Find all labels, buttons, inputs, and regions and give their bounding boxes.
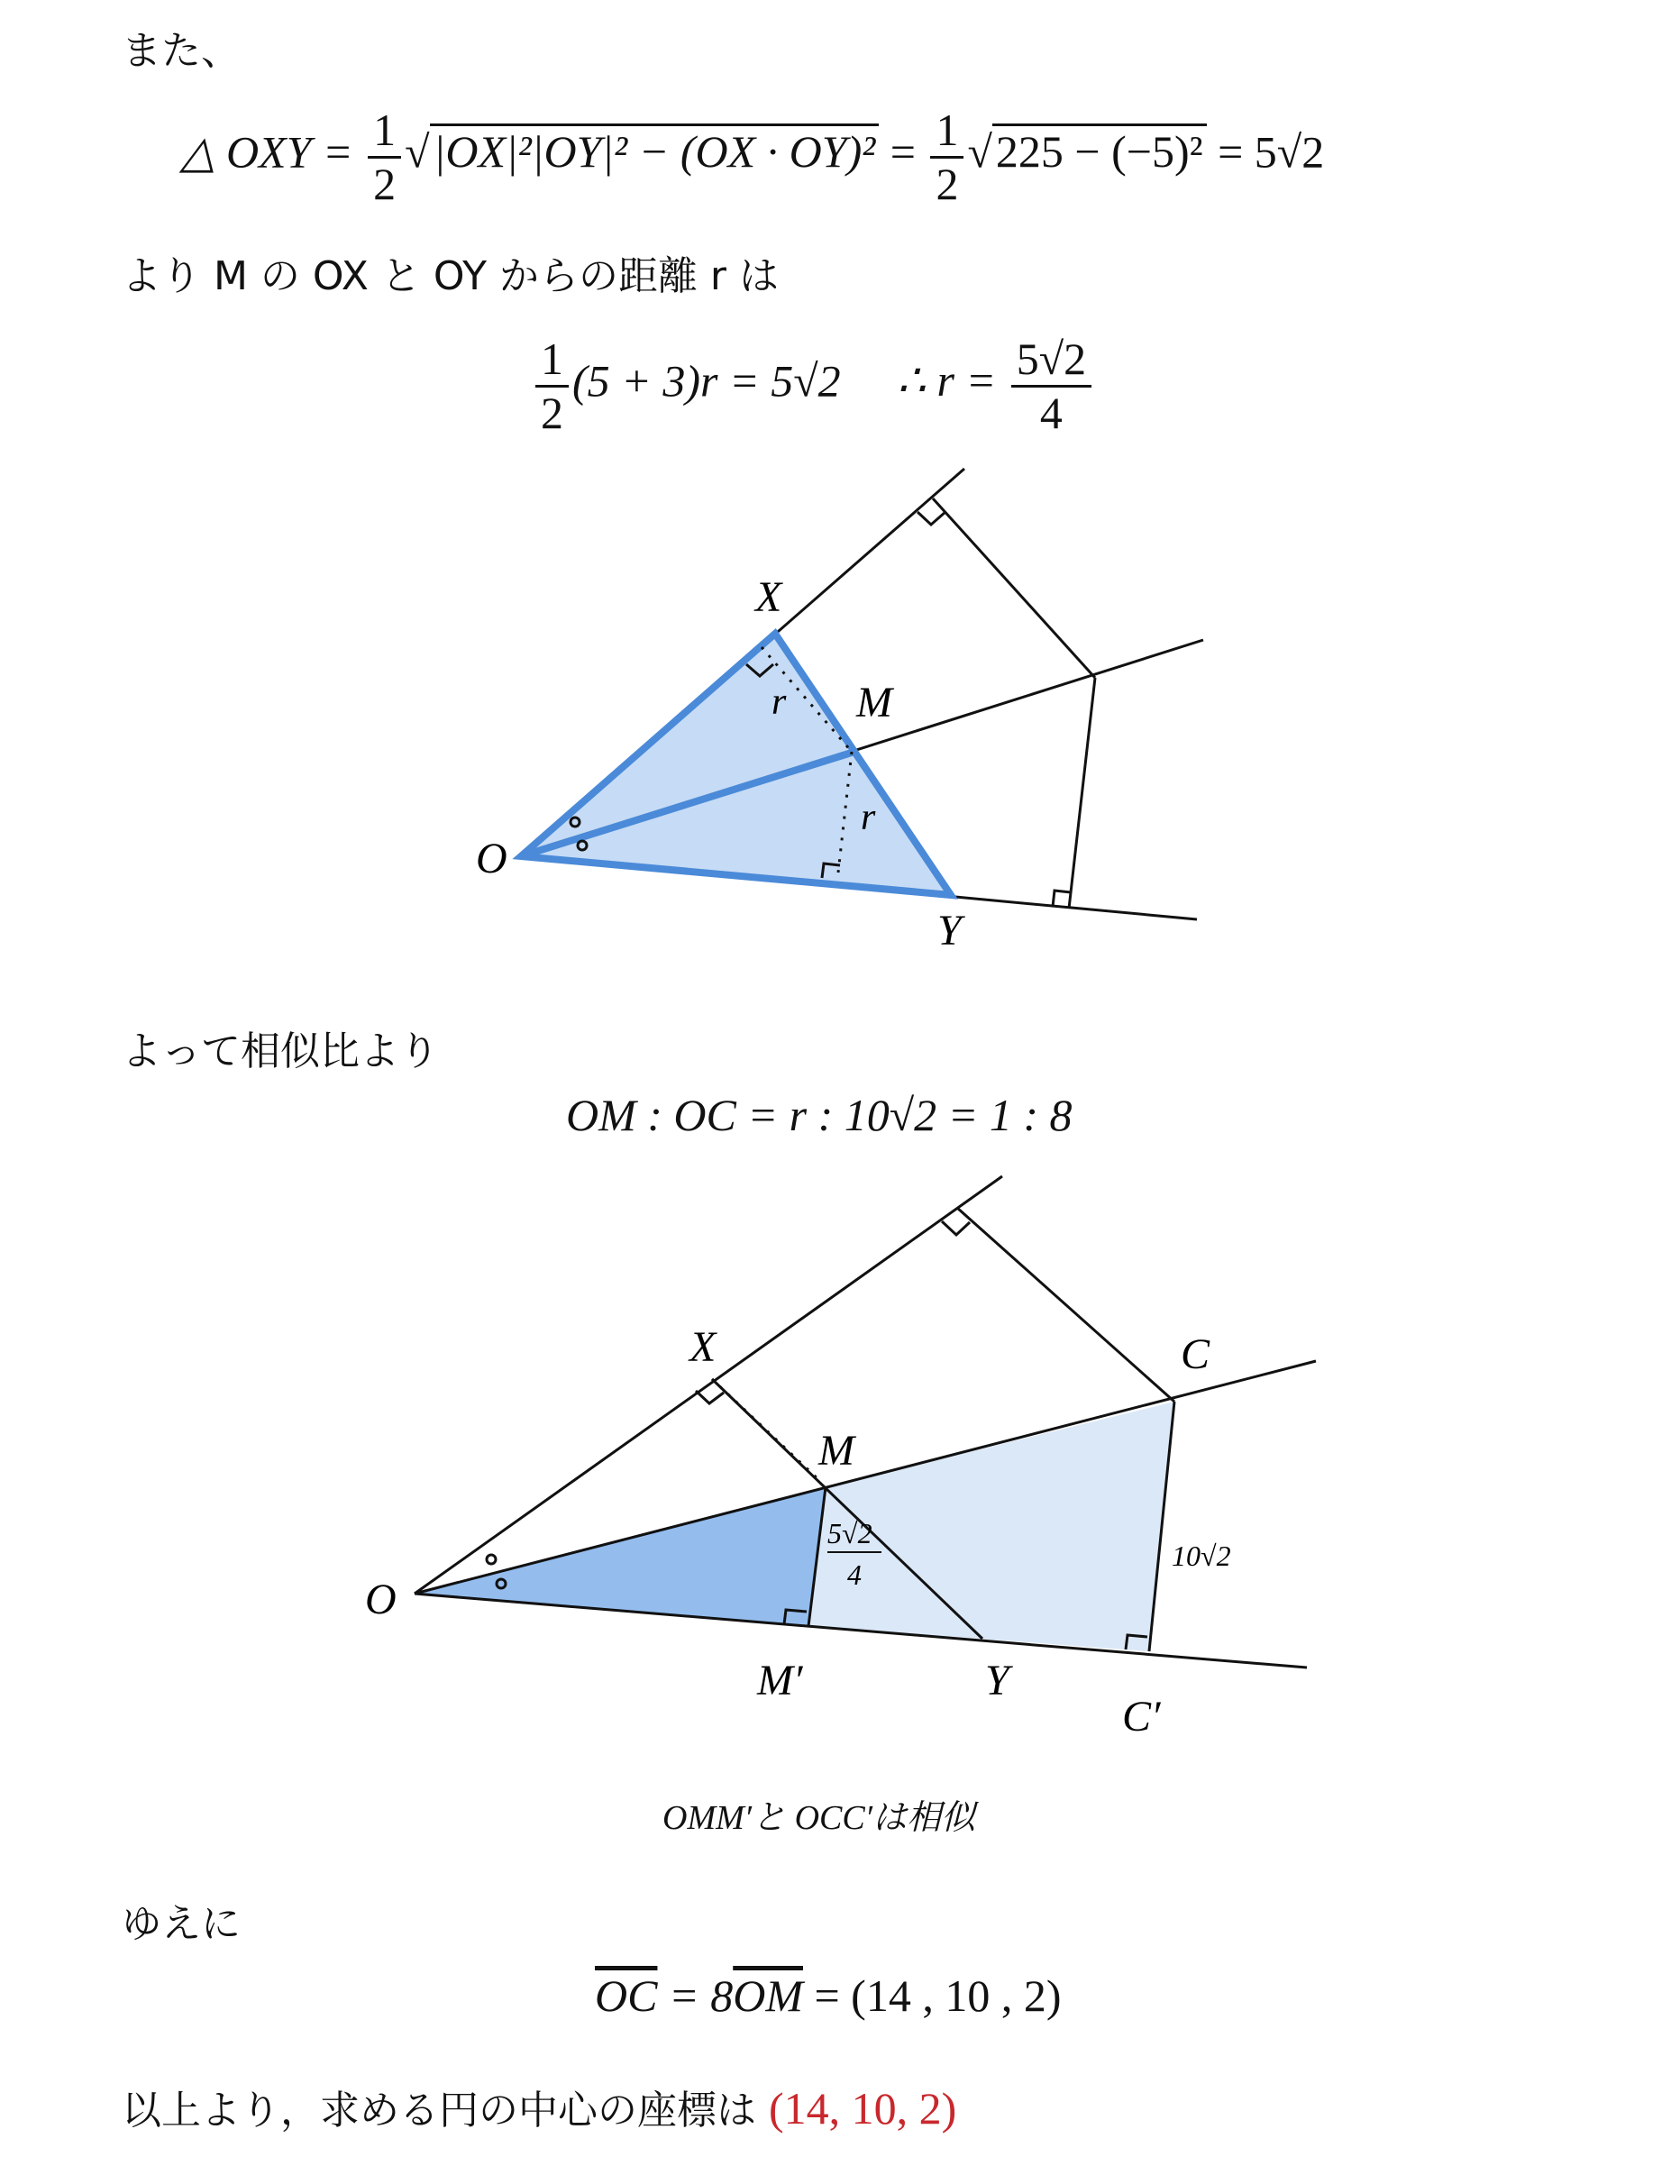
right-angle2-x bbox=[696, 1391, 724, 1403]
r-therefore: ∴ r = bbox=[897, 355, 997, 407]
area-mid: = bbox=[890, 126, 916, 178]
vec-rhs: = (14 , 10 , 2) bbox=[814, 1970, 1062, 2021]
r-half-fraction: $\frac{1}{2}$ bbox=[535, 335, 569, 436]
ratio-equation: OM : OC = r : 10√2 = 1 : 8 bbox=[566, 1090, 1073, 1140]
intro-text: また、 bbox=[122, 28, 241, 74]
r-value-fraction: $\frac{5√2}{4}$ bbox=[1011, 335, 1091, 436]
vec-oc: $\overline{OC}$ bbox=[595, 1970, 658, 2021]
area-equation: △ OXY = $\frac{1}{2}$ √|OX|²|OY|² − (OX · OY)² = $\frac{1}{2}$ √225 − (−5)² = 5√2 bbox=[180, 105, 1325, 209]
distance-text: より M の OX と OY からの距離 r は bbox=[122, 253, 780, 299]
half-fraction: $\frac{1}{2}$ bbox=[368, 106, 401, 207]
triangle-omm bbox=[415, 1487, 826, 1626]
label2-small-num: 5√2 bbox=[827, 1517, 872, 1549]
label2-big: 10√2 bbox=[1172, 1540, 1231, 1572]
therefore-text: ゆえに bbox=[122, 1901, 241, 1947]
label2-c: C bbox=[1181, 1330, 1210, 1378]
label-r2: r bbox=[861, 797, 876, 838]
perp2-top bbox=[957, 1208, 1174, 1402]
label2-o: O bbox=[365, 1576, 397, 1623]
label2-x: X bbox=[689, 1323, 717, 1371]
label-r1: r bbox=[772, 681, 787, 723]
label-o: O bbox=[476, 835, 507, 882]
area-radicand-2: 225 − (−5)² bbox=[992, 123, 1207, 177]
conclusion-text: 以上より，求める円の中心の座標は bbox=[122, 2088, 756, 2134]
vector-equation bbox=[595, 1969, 1061, 2022]
right-angle2-top bbox=[942, 1221, 970, 1235]
label-x: X bbox=[755, 573, 782, 621]
figure-caption: OMM′と OCC′は相似 bbox=[662, 1799, 976, 1837]
label2-m: M bbox=[818, 1427, 854, 1475]
label2-small-den: 4 bbox=[847, 1558, 862, 1591]
label-y: Y bbox=[937, 907, 962, 955]
label2-cp: C′ bbox=[1122, 1693, 1161, 1741]
vec-om: $\overline{OM}$ bbox=[733, 1970, 803, 2021]
conclusion bbox=[122, 2078, 956, 2135]
area-rhs: = 5√2 bbox=[1218, 126, 1325, 178]
vec-mid: = 8 bbox=[668, 1970, 734, 2021]
label-m: M bbox=[856, 679, 892, 726]
area-radicand: |OX|²|OY|² − (OX · OY)² bbox=[430, 123, 880, 177]
half-fraction-2: $\frac{1}{2}$ bbox=[930, 106, 963, 207]
similarity-text: よって相似比より bbox=[122, 1028, 439, 1074]
r-lhs: (5 + 3)r = 5√2 bbox=[572, 355, 841, 407]
answer: (14, 10, 2) bbox=[769, 2083, 957, 2134]
label2-y: Y bbox=[985, 1657, 1009, 1704]
label2-mp: M′ bbox=[757, 1657, 803, 1704]
angle2-mark-1 bbox=[487, 1555, 496, 1564]
area-lhs: △ OXY = bbox=[180, 126, 353, 178]
